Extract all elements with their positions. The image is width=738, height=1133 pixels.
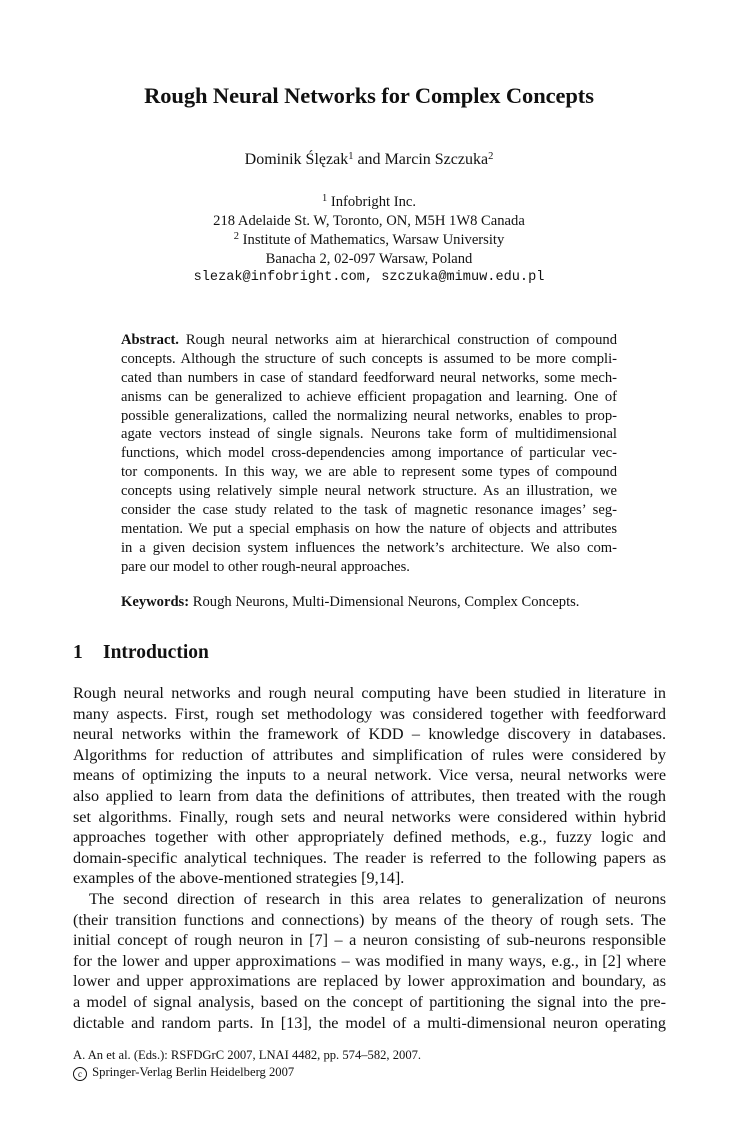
keywords bbox=[121, 594, 617, 611]
abstract-line: consider the case study related to the task of magnetic resonance images’ seg- bbox=[121, 502, 617, 519]
abstract-line: pare our model to other rough-neural approaches. bbox=[121, 558, 410, 575]
abstract-line: concepts using relatively simple neural network structure. As an illustration, we bbox=[121, 483, 617, 500]
abstract-line: mentation. We put a special emphasis on how the nature of objects and attributes bbox=[121, 520, 617, 537]
abstract-line: agate vectors instead of single signals. Neurons take form of multidimensional bbox=[121, 426, 617, 443]
affiliation-mark: 1 bbox=[348, 151, 354, 162]
affiliation-name bbox=[0, 194, 738, 211]
body-line: a model of signal analysis, based on the concept of partitioning the signal into the pre- bbox=[73, 992, 666, 1011]
affiliation-text: Infobright Inc. bbox=[330, 194, 416, 210]
body-line: dictable and random parts. In [13], the model of a multi-dimensional neuron operating bbox=[73, 1013, 666, 1032]
abstract-line bbox=[121, 331, 617, 350]
body-line: many aspects. First, rough set methodology was considered together with feedforward bbox=[73, 704, 666, 723]
abstract bbox=[121, 331, 617, 577]
copyright-icon: c bbox=[73, 1067, 87, 1081]
body-line: approaches together with other appropriately defined methods, e.g., fuzzy logic and bbox=[73, 828, 666, 847]
body-line: Algorithms for reduction of attributes and simplification of rules were considered by bbox=[73, 745, 666, 764]
abstract-line: concepts. Although the structure of such concepts is assumed to be more compli- bbox=[121, 350, 617, 367]
section-heading bbox=[73, 642, 209, 664]
author-list bbox=[0, 151, 738, 169]
body-line: (their transition functions and connections) by means of the theory of rough sets. The bbox=[73, 910, 666, 929]
affiliation-mark: 2 bbox=[233, 231, 239, 242]
abstract-line: tor components. In this way, we are able to represent some types of compound bbox=[121, 464, 617, 481]
abstract-text: Rough neural networks aim at hierarchical construction of compound bbox=[178, 332, 617, 348]
author-name: Marcin Szczuka bbox=[384, 151, 489, 168]
abstract-line: in a given decision system influences the network’s architecture. We also com- bbox=[121, 539, 617, 556]
body-line: examples of the above-mentioned strategies [9,14]. bbox=[73, 869, 405, 888]
author-emails: slezak@infobright.com, szczuka@mimuw.edu.pl bbox=[193, 270, 545, 285]
section-number: 1 bbox=[73, 642, 83, 663]
affiliation-name bbox=[0, 232, 738, 249]
abstract-line: possible generalizations, called the normalizing neural networks, enables to prop- bbox=[121, 407, 617, 424]
keywords-label: Keywords: bbox=[121, 594, 190, 610]
body-line: also applied to learn from data the definitions of attributes, then treated with the rough bbox=[73, 786, 666, 805]
body-line: set algorithms. Finally, rough sets and neural networks were considered within hybrid bbox=[73, 807, 666, 826]
section-body bbox=[73, 683, 666, 1033]
body-line: The second direction of research in this area relates to generalization of neurons bbox=[89, 889, 666, 908]
keywords-text: Rough Neurons, Multi-Dimensional Neurons, Complex Concepts. bbox=[189, 594, 580, 610]
affiliation-address: 218 Adelaide St. W, Toronto, ON, M5H 1W8 Canada bbox=[213, 213, 525, 229]
abstract-line: functions, which model cross-dependencies among importance of particular vec- bbox=[121, 445, 617, 462]
abstract-line: anisms can be generalized to achieve efficient propagation and learning. One of bbox=[121, 388, 617, 405]
body-line: for the lower and upper approximations – was modified in many ways, e.g., in [2] where bbox=[73, 951, 666, 970]
body-line: initial concept of rough neuron in [7] – a neuron consisting of sub-neurons responsible bbox=[73, 931, 666, 950]
author-connector: and bbox=[353, 151, 385, 168]
body-line: lower and upper approximations are replaced by lower approximation and boundary, as bbox=[73, 972, 666, 991]
page-footer bbox=[73, 1047, 421, 1081]
author-name: Dominik Ślęzak bbox=[244, 151, 349, 168]
section-title: Introduction bbox=[103, 642, 209, 663]
paper-title: Rough Neural Networks for Complex Concepts bbox=[144, 83, 594, 108]
abstract-line: cated than numbers in case of standard feedforward neural networks, some mech- bbox=[121, 369, 617, 386]
body-line: Rough neural networks and rough neural computing have been studied in literature in bbox=[73, 684, 666, 702]
body-line: means of optimizing the inputs to a neural network. Vice versa, neural networks were bbox=[73, 766, 666, 785]
affiliation-mark: 1 bbox=[321, 193, 328, 204]
abstract-label: Abstract. bbox=[121, 332, 179, 348]
affiliation-address: Banacha 2, 02-097 Warsaw, Poland bbox=[265, 251, 473, 267]
body-line: neural networks within the framework of KDD – knowledge discovery in databases. bbox=[73, 725, 666, 744]
copyright-text: Springer-Verlag Berlin Heidelberg 2007 bbox=[92, 1065, 295, 1079]
affiliation-mark: 2 bbox=[488, 151, 494, 162]
citation-line: A. An et al. (Eds.): RSFDGrC 2007, LNAI 4482, pp. 574–582, 2007. bbox=[73, 1048, 422, 1062]
copyright-line bbox=[73, 1064, 421, 1081]
body-line: domain-specific analytical techniques. The reader is referred to the following papers as bbox=[73, 848, 666, 867]
affiliation-text: Institute of Mathematics, Warsaw University bbox=[242, 232, 505, 248]
